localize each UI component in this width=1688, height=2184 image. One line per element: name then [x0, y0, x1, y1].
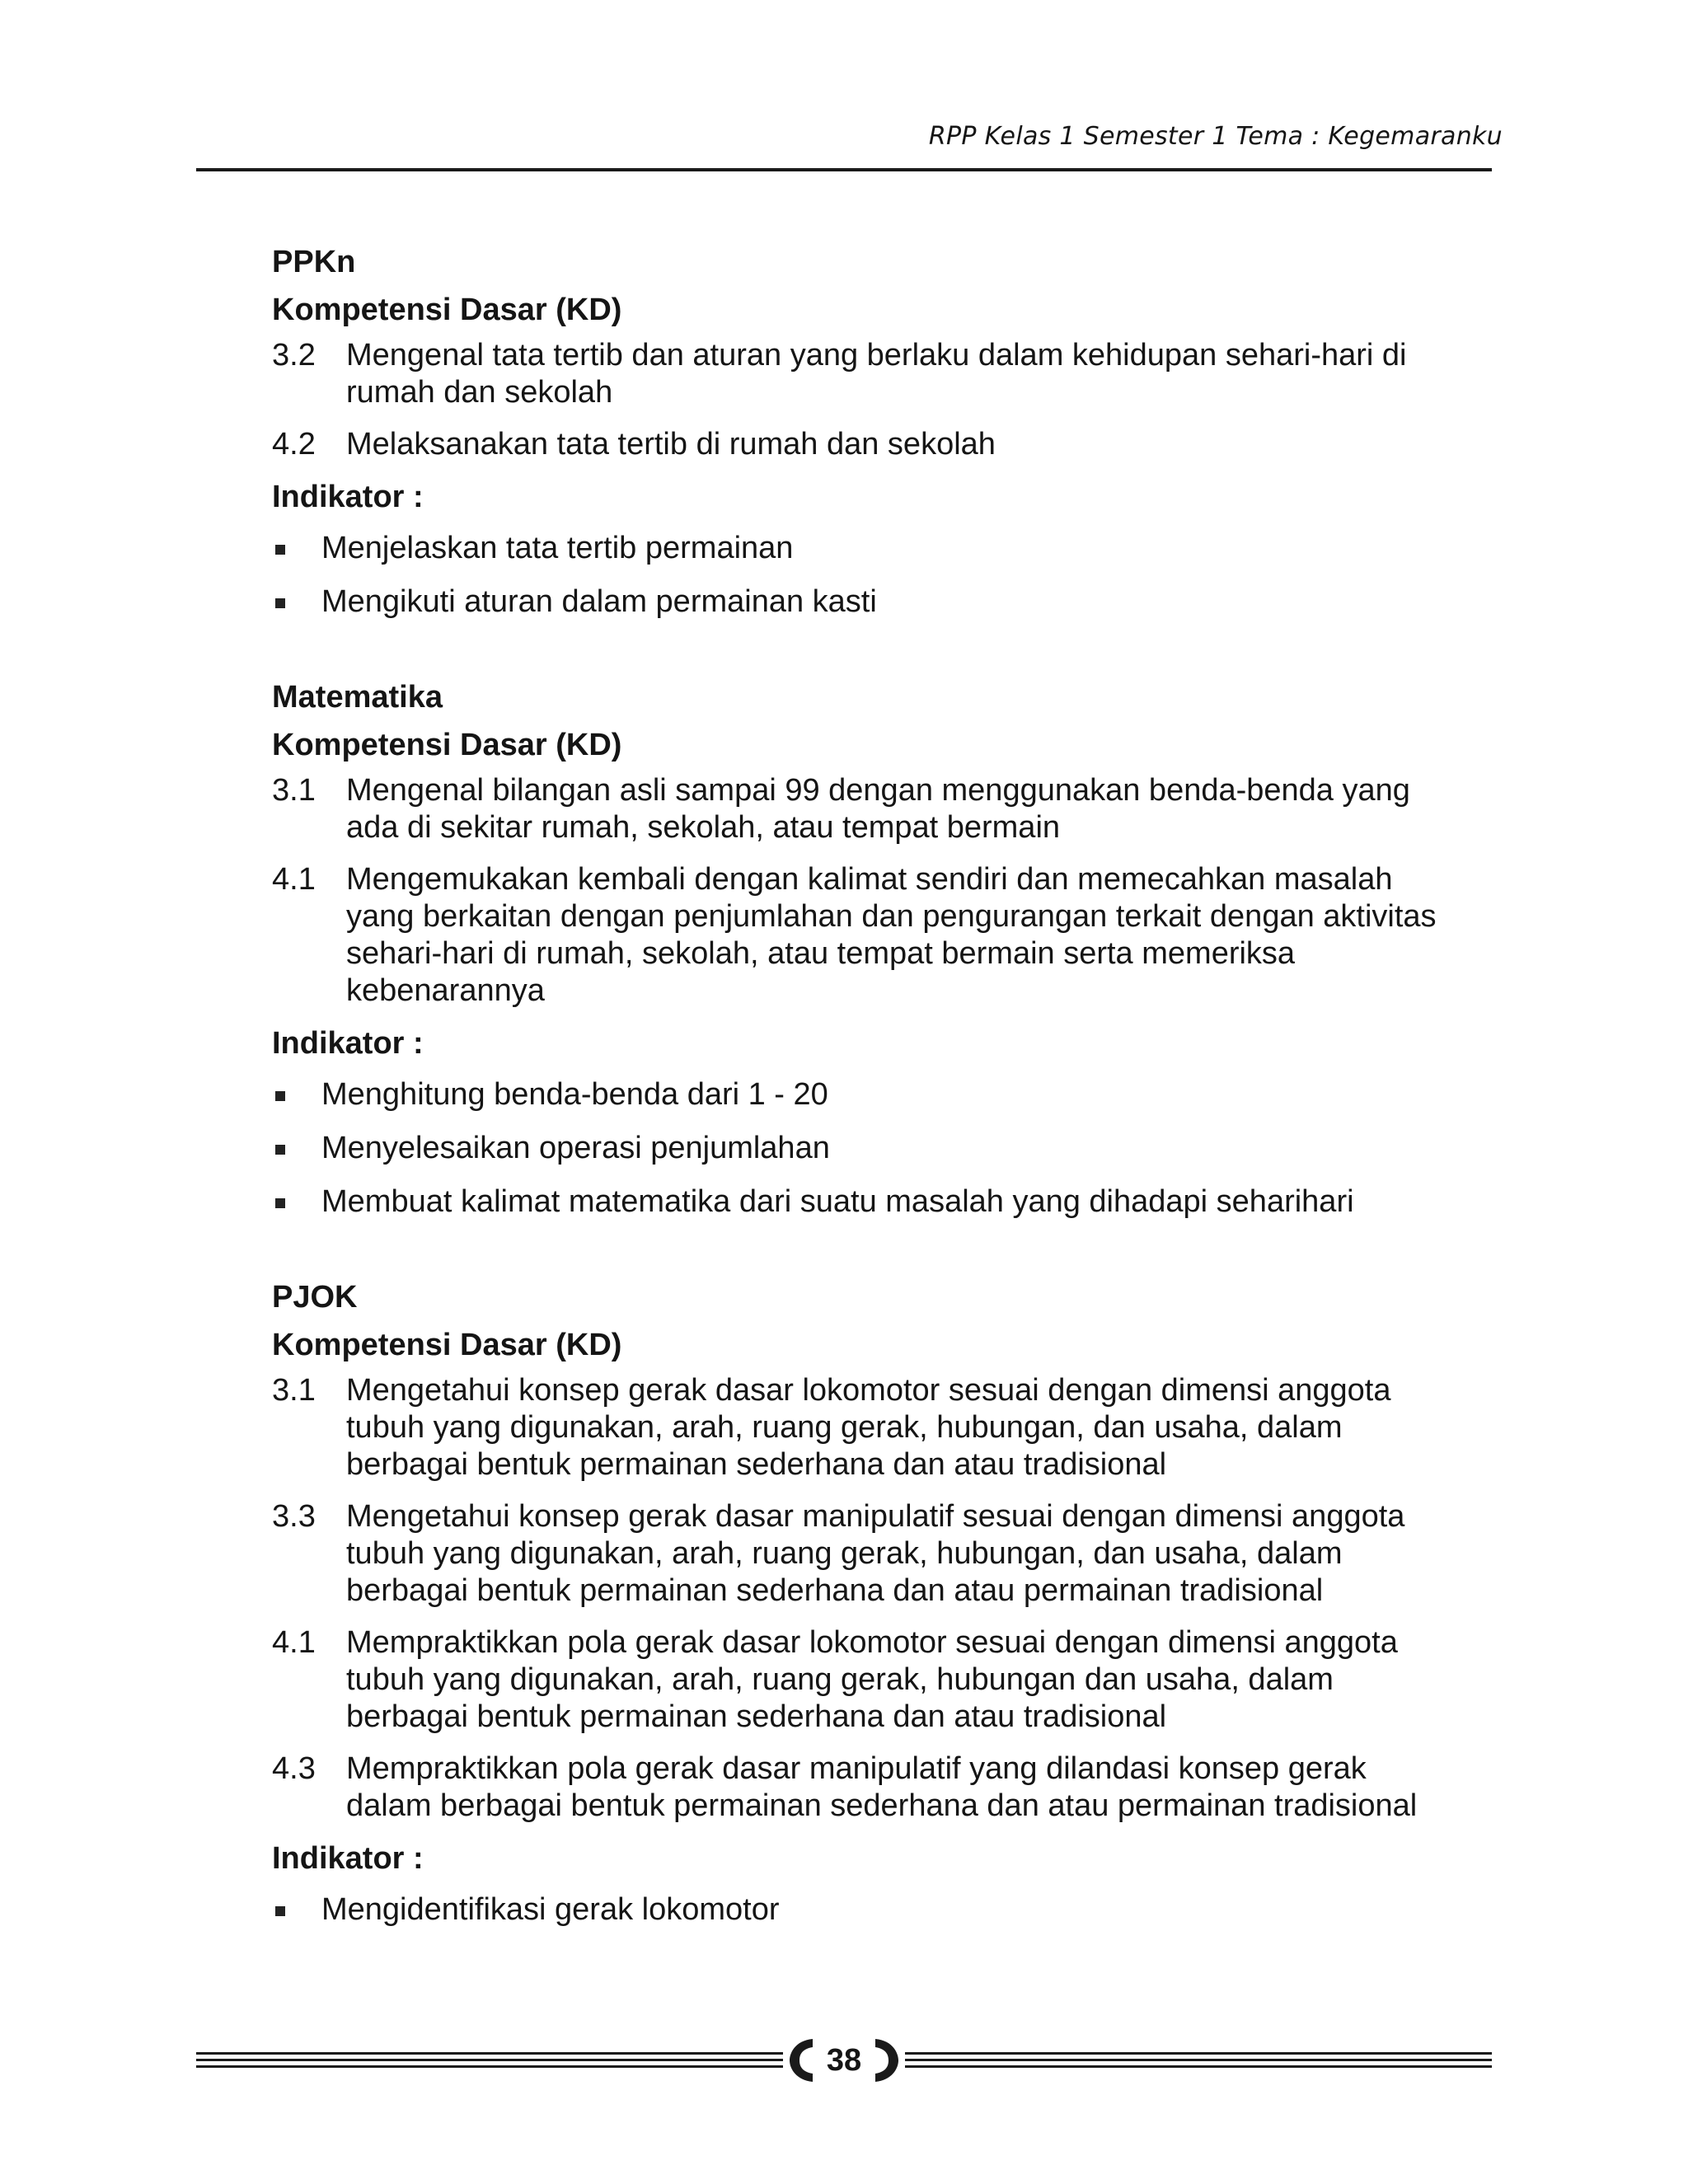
kd-number: 4.1 [272, 862, 316, 897]
square-bullet-icon [272, 1891, 321, 1929]
kd-number: 4.3 [272, 1751, 316, 1786]
subject-section [272, 678, 1508, 1221]
kd-number: 4.1 [272, 1625, 316, 1660]
footer-rule-right-top [905, 2052, 1492, 2055]
kd-item [272, 1750, 1508, 1825]
kd-text-line: Mengetahui konsep gerak dasar manipulatif sesuai dengan dimensi anggota [346, 1499, 1405, 1534]
kd-text-line: tubuh yang digunakan, arah, ruang gerak, hubungan dan usaha, dalam [346, 1662, 1334, 1697]
kd-number: 3.1 [272, 773, 316, 808]
kd-number: 4.2 [272, 427, 316, 462]
footer-rule-left-bottom [196, 2065, 783, 2068]
kd-text-line: ada di sekitar rumah, sekolah, atau tempat bermain [346, 810, 1061, 845]
kd-text-line: Mengenal bilangan asli sampai 99 dengan menggunakan benda-benda yang [346, 773, 1410, 808]
page-number: 38 [826, 2043, 862, 2078]
kd-heading: Kompetensi Dasar (KD) [272, 728, 622, 762]
indicator-heading: Indikator : [272, 1841, 424, 1876]
kd-text-line: Mengemukakan kembali dengan kalimat sendiri dan memecahkan masalah [346, 862, 1393, 897]
page-content [272, 243, 1508, 1944]
kd-text [346, 861, 1508, 1010]
indicator-list [272, 1891, 1508, 1929]
square-bullet-icon [272, 1076, 321, 1113]
kd-list [272, 1372, 1508, 1825]
indicator-text: Menyelesaikan operasi penjumlahan [321, 1131, 830, 1165]
indicator-text: Mengikuti aturan dalam permainan kasti [321, 584, 877, 619]
kd-text-line: berbagai bentuk permainan sederhana dan atau tradisional [346, 1699, 1167, 1734]
kd-text-line: tubuh yang digunakan, arah, ruang gerak, hubungan, dan usaha, dalam [346, 1536, 1343, 1571]
kd-item [272, 426, 1508, 463]
kd-item [272, 1624, 1508, 1736]
square-bullet-icon [272, 583, 321, 621]
subject-section [272, 1278, 1508, 1929]
kd-item [272, 772, 1508, 846]
kd-text [346, 337, 1508, 411]
kd-text-line: sehari-hari di rumah, sekolah, atau tempat bermain serta memeriksa [346, 936, 1296, 971]
indicator-list [272, 529, 1508, 621]
running-header: RPP Kelas 1 Semester 1 Tema : Kegemaranku [928, 122, 1503, 151]
kd-text [346, 1372, 1508, 1483]
kd-text [346, 1498, 1508, 1610]
kd-text-line: dalam berbagai bentuk permainan sederhana dan atau permainan tradisional [346, 1788, 1418, 1823]
kd-item [272, 861, 1508, 1010]
kd-text [346, 772, 1508, 846]
square-bullet-icon [272, 1183, 321, 1221]
square-bullet-icon [272, 529, 321, 567]
kd-item [272, 1498, 1508, 1610]
indicator-item [272, 1076, 1508, 1113]
kd-number: 3.1 [272, 1373, 316, 1408]
footer-rule-left-mid [196, 2059, 783, 2061]
kd-text-line: Mengenal tata tertib dan aturan yang berlaku dalam kehidupan sehari-hari di [346, 338, 1407, 373]
kd-list [272, 337, 1508, 463]
page-number-wrap [788, 2036, 900, 2085]
indicator-text: Mengidentifikasi gerak lokomotor [321, 1892, 780, 1927]
indicator-text: Menjelaskan tata tertib permainan [321, 531, 794, 565]
indicator-item [272, 529, 1508, 567]
indicator-item [272, 1891, 1508, 1929]
header-rule [196, 168, 1492, 171]
page-footer [196, 2036, 1492, 2085]
indicator-text: Menghitung benda-benda dari 1 - 20 [321, 1077, 828, 1112]
kd-number: 3.2 [272, 338, 316, 373]
subject-title: PPKn [272, 245, 356, 279]
kd-text-line: berbagai bentuk permainan sederhana dan atau permainan tradisional [346, 1573, 1324, 1608]
kd-heading: Kompetensi Dasar (KD) [272, 1328, 622, 1362]
kd-number: 3.3 [272, 1499, 316, 1534]
indicator-text: Membuat kalimat matematika dari suatu masalah yang dihadapi seharihari [321, 1184, 1354, 1219]
kd-text-line: Mempraktikkan pola gerak dasar manipulatif yang dilandasi konsep gerak [346, 1751, 1367, 1786]
kd-heading: Kompetensi Dasar (KD) [272, 293, 622, 327]
kd-text-line: berbagai bentuk permainan sederhana dan atau tradisional [346, 1447, 1167, 1482]
indicator-item [272, 1129, 1508, 1167]
indicator-item [272, 1183, 1508, 1221]
kd-text-line: rumah dan sekolah [346, 375, 613, 410]
square-bullet-icon [272, 1129, 321, 1167]
kd-item [272, 337, 1508, 411]
kd-text [346, 1750, 1508, 1825]
subject-title: Matematika [272, 680, 443, 715]
kd-text [346, 426, 1508, 463]
indicator-heading: Indikator : [272, 480, 424, 514]
footer-rule-left-top [196, 2052, 783, 2055]
kd-text-line: Mengetahui konsep gerak dasar lokomotor sesuai dengan dimensi anggota [346, 1373, 1391, 1408]
kd-text-line: Melaksanakan tata tertib di rumah dan sekolah [346, 427, 996, 462]
kd-text-line: yang berkaitan dengan penjumlahan dan pengurangan terkait dengan aktivitas [346, 899, 1437, 934]
subject-title: PJOK [272, 1280, 358, 1315]
kd-text-line: Mempraktikkan pola gerak dasar lokomotor sesuai dengan dimensi anggota [346, 1625, 1398, 1660]
indicator-heading: Indikator : [272, 1026, 424, 1061]
indicator-item [272, 583, 1508, 621]
subject-section [272, 243, 1508, 621]
kd-text-line: tubuh yang digunakan, arah, ruang gerak, hubungan, dan usaha, dalam [346, 1410, 1343, 1445]
kd-text [346, 1624, 1508, 1736]
footer-rule-right-mid [905, 2059, 1492, 2061]
indicator-list [272, 1076, 1508, 1221]
kd-list [272, 772, 1508, 1010]
kd-text-line: kebenarannya [346, 973, 545, 1008]
footer-rule-right-bottom [905, 2065, 1492, 2068]
kd-item [272, 1372, 1508, 1483]
